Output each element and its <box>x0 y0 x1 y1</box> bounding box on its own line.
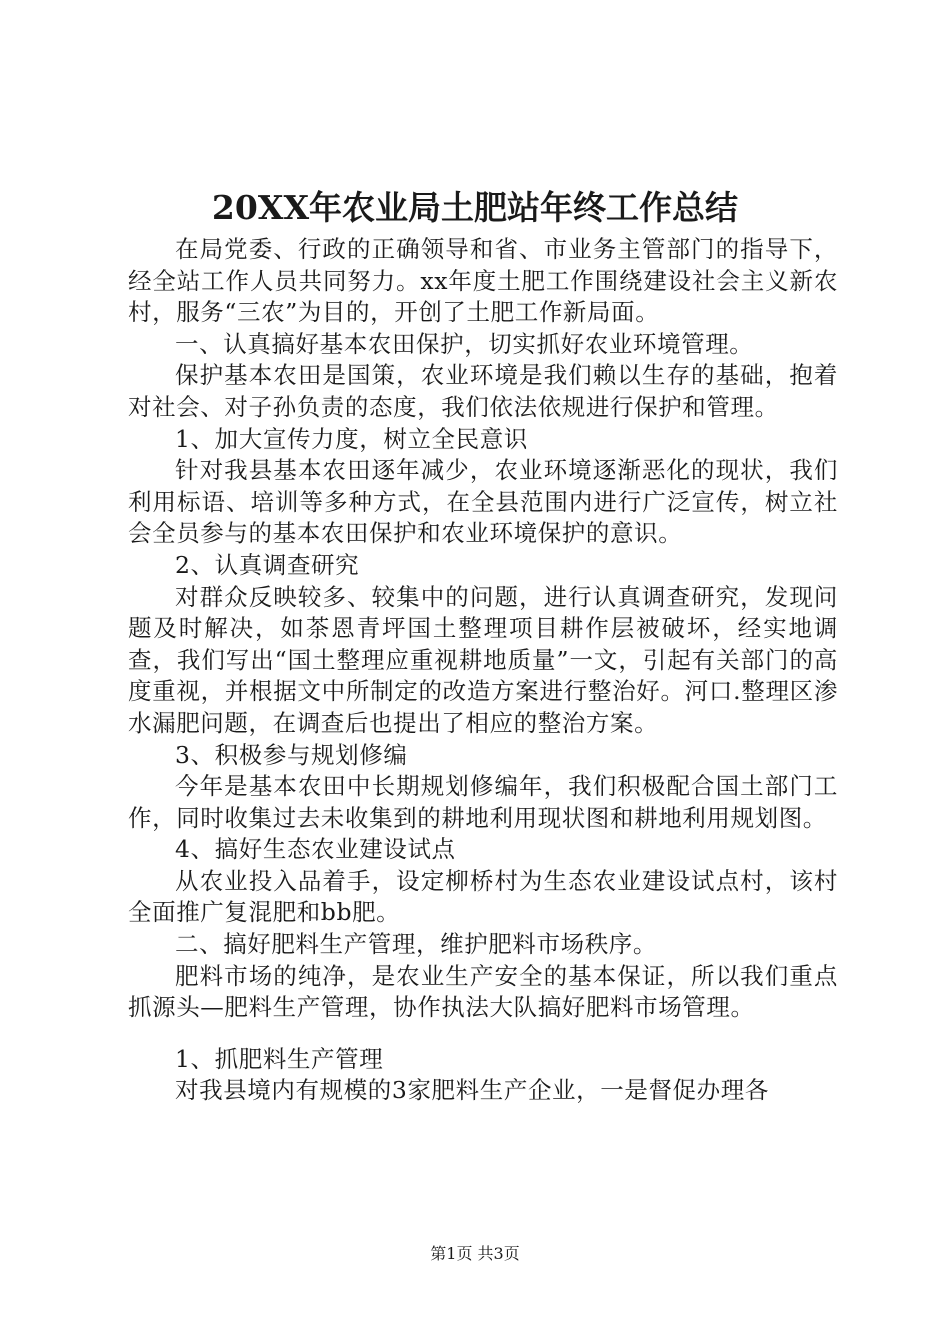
subheading-2-1: 1、抓肥料生产管理 <box>175 1044 384 1073</box>
heading-section-1: 一、认真搞好基本农田保护，切实抓好农业环境管理。 <box>175 329 754 358</box>
paragraph-1-2: 对群众反映较多、较集中的问题，进行认真调查研究，发现问题及时解决，如茶恩青坪国土整理项目耕作层被破坏，经实地调查，我们写出“国土整理应重视耕地质量”一文，引起有关部门的高度重视，并根据文中所制定的改造方案进行整治好。河口.整理区渗水漏肥问题，在调查后也提出了相应的整治方案。 <box>128 582 838 737</box>
paragraph-intro: 在局党委、行政的正确领导和省、市业务主管部门的指导下，经全站工作人员共同努力。xx年度土肥工作围绕建设社会主义新农村，服务“三农”为目的，开创了土肥工作新局面。 <box>128 235 838 327</box>
document-title: 20XX年农业局土肥站年终工作总结 <box>211 188 739 227</box>
paragraph-1-1: 针对我县基本农田逐年减少，农业环境逐渐恶化的现状，我们利用标语、培训等多种方式，在全县范围内进行广泛宣传，树立社会全员参与的基本农田保护和农业环境保护的意识。 <box>128 456 838 548</box>
paragraph-2-1: 对我县境内有规模的3家肥料生产企业，一是督促办理各 <box>175 1076 769 1105</box>
paragraph-section-1: 保护基本农田是国策，农业环境是我们赖以生存的基础，抱着对社会、对子孙负责的态度，我们依法依规进行保护和管理。 <box>128 361 838 421</box>
paragraph-1-4: 从农业投入品着手，设定柳桥村为生态农业建设试点村，该村全面推广复混肥和bb肥。 <box>128 866 838 927</box>
subheading-1-1: 1、加大宣传力度，树立全民意识 <box>175 424 528 453</box>
subheading-1-2: 2、认真调查研究 <box>175 550 360 579</box>
subheading-1-4: 4、搞好生态农业建设试点 <box>175 835 456 864</box>
heading-section-2: 二、搞好肥料生产管理，维护肥料市场秩序。 <box>175 930 657 959</box>
page-footer: 第1页 共3页 <box>430 1244 520 1263</box>
subheading-1-3: 3、积极参与规划修编 <box>175 740 408 769</box>
document-body <box>128 234 838 1107</box>
paragraph-section-2: 肥料市场的纯净，是农业生产安全的基本保证，所以我们重点抓源头—肥料生产管理，协作执法大队搞好肥料市场管理。 <box>128 961 838 1022</box>
paragraph-1-3: 今年是基本农田中长期规划修编年，我们积极配合国土部门工作，同时收集过去未收集到的耕地利用现状图和耕地利用规划图。 <box>128 772 838 832</box>
